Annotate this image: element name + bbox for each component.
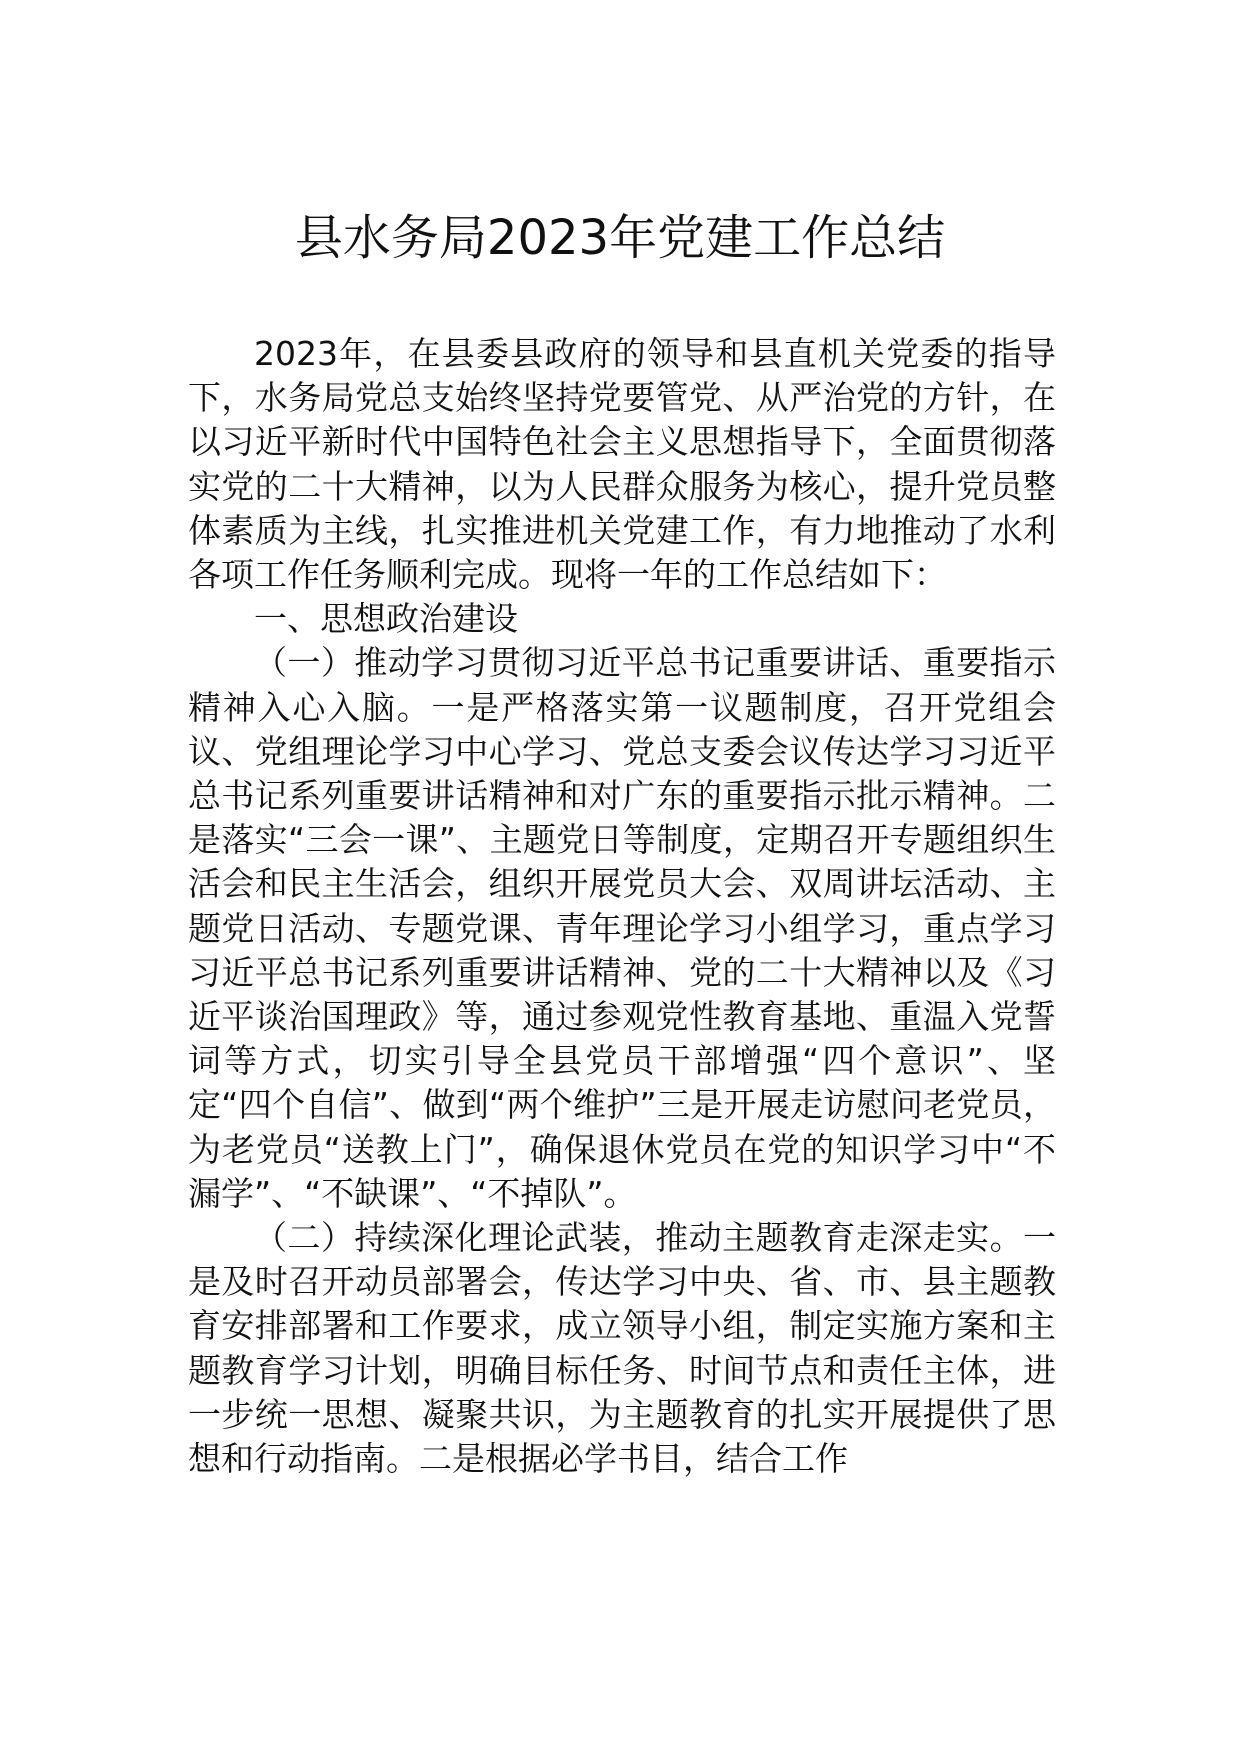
- document-title: 县水务局2023年党建工作总结: [294, 210, 946, 266]
- subsection-paragraph-1: （一）推动学习贯彻习近平总书记重要讲话、重要指示精神入心入脑。一是严格落实第一议题制度，召开党组会议、党组理论学习中心学习、党总支委会议传达学习习近平总书记系列重要讲话精神和对广东的重要指示批示精神。二是落实“三会一课”、主题党日等制度，定期召开专题组织生活会和民主生活会，组织开展党员大会、双周讲坛活动、主题党日活动、专题党课、青年理论学习小组学习，重点学习习近平总书记系列重要讲话精神、党的二十大精神以及《习近平谈治国理政》等，通过参观党性教育基地、重温入党誓词等方式，切实引导全县党员干部增强“四个意识”、坚定“四个自信”、做到“两个维护”三是开展走访慰问老党员，为老党员“送教上门”，确保退休党员在党的知识学习中“不漏学”、“不缺课”、“不掉队”。: [188, 643, 1056, 1213]
- document-body: [188, 332, 1056, 1481]
- section-heading-1: 一、思想政治建设: [254, 599, 518, 639]
- intro-paragraph: 2023年，在县委县政府的领导和县直机关党委的指导下，水务局党总支始终坚持党要管党、从严治党的方针，在以习近平新时代中国特色社会主义思想指导下，全面贯彻落实党的二十大精神，以为人民群众服务为核心，提升党员整体素质为主线，扎实推进机关党建工作，有力地推动了水利各项工作任务顺利完成。现将一年的工作总结如下：: [188, 334, 1056, 595]
- subsection-paragraph-2: （二）持续深化理论武装，推动主题教育走深走实。一是及时召开动员部署会，传达学习中央、省、市、县主题教育安排部署和工作要求，成立领导小组，制定实施方案和主题教育学习计划，明确目标任务、时间节点和责任主体，进一步统一思想、凝聚共识，为主题教育的扎实开展提供了思想和行动指南。二是根据必学书目，结合工作: [188, 1218, 1056, 1479]
